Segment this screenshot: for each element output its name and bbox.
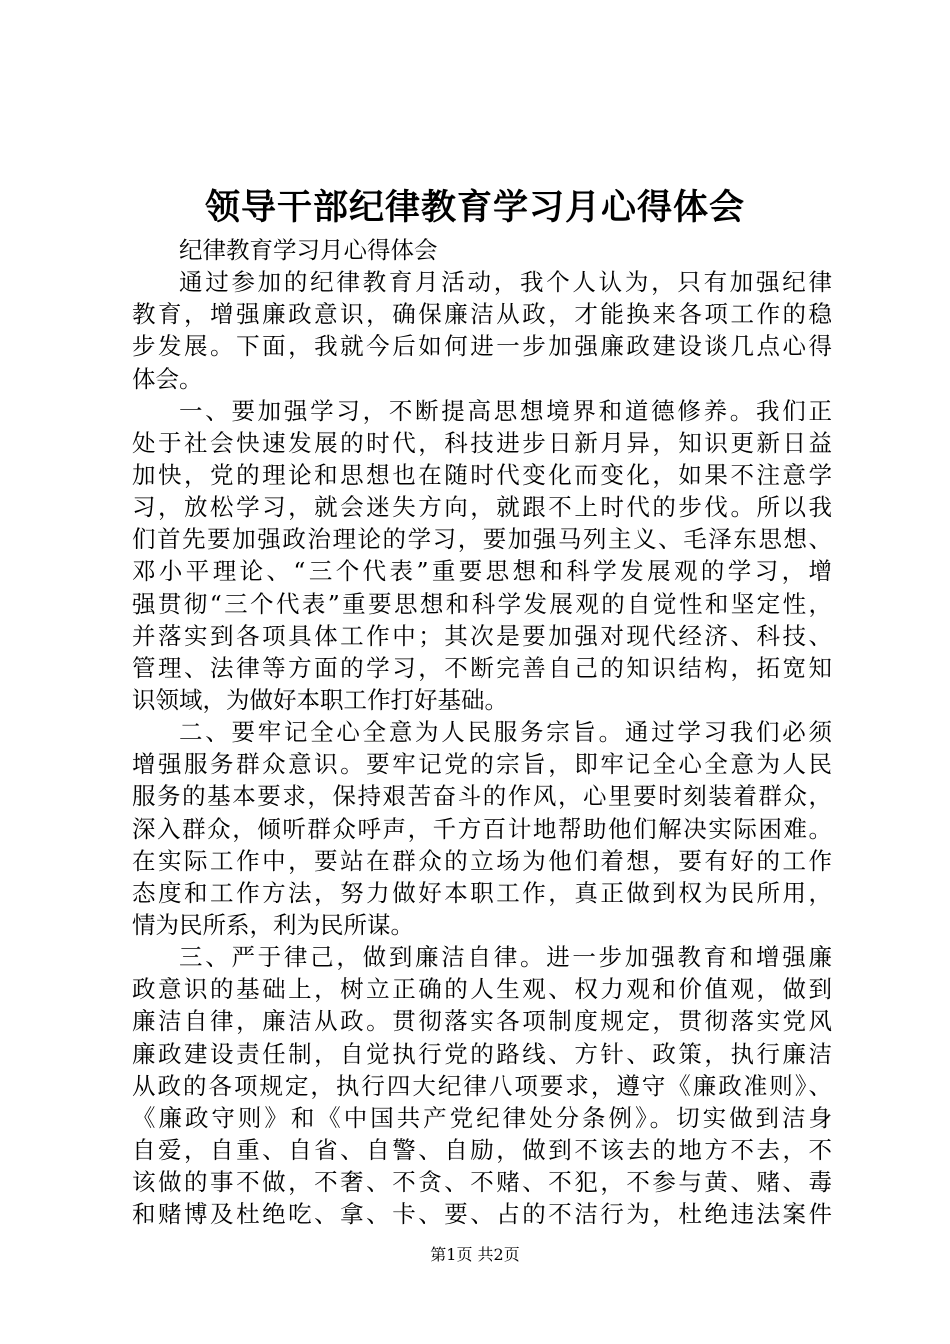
text-line: 步发展。下面，我就今后如何进一步加强廉政建设谈几点心得 — [132, 332, 832, 361]
text-line: 在实际工作中，要站在群众的立场为他们着想，要有好的工作 — [132, 846, 832, 875]
text-line: 从政的各项规定，执行四大纪律八项要求，遵守《廉政准则》、 — [132, 1071, 832, 1100]
text-line: 廉洁自律，廉洁从政。贯彻落实各项制度规定，贯彻落实党风 — [132, 1007, 832, 1036]
text-line: 通过参加的纪律教育月活动，我个人认为，只有加强纪律 — [179, 268, 832, 297]
text-line: 和赌博及杜绝吃、拿、卡、要、占的不洁行为，杜绝违法案件 — [132, 1200, 832, 1229]
text-line: 增强服务群众意识。要牢记党的宗旨，即牢记全心全意为人民 — [132, 750, 832, 779]
text-line: 体会。 — [132, 364, 203, 393]
text-line: 政意识的基础上，树立正确的人生观、权力观和价值观，做到 — [132, 975, 832, 1004]
text-line: 处于社会快速发展的时代，科技进步日新月异，知识更新日益 — [132, 428, 832, 457]
text-line: 邓小平理论、“三个代表”重要思想和科学发展观的学习，增 — [132, 557, 832, 586]
text-line: 情为民所系，利为民所谋。 — [132, 910, 414, 939]
document-body — [132, 234, 832, 1230]
text-line: 廉政建设责任制，自觉执行党的路线、方针、政策，执行廉洁 — [132, 1039, 832, 1068]
text-line: 《廉政守则》和《中国共产党纪律处分条例》。切实做到洁身 — [132, 1103, 832, 1132]
text-line: 管理、法律等方面的学习，不断完善自己的知识结构，拓宽知 — [132, 653, 832, 682]
text-line: 习，放松学习，就会迷失方向，就跟不上时代的步伐。所以我 — [132, 493, 832, 522]
text-line: 二、要牢记全心全意为人民服务宗旨。通过学习我们必须 — [179, 718, 832, 747]
text-line: 并落实到各项具体工作中；其次是要加强对现代经济、科技、 — [132, 621, 832, 650]
text-line: 识领域，为做好本职工作打好基础。 — [132, 685, 508, 714]
document-title: 领导干部纪律教育学习月心得体会 — [204, 187, 745, 228]
text-line: 自爱，自重、自省、自警、自励，做到不该去的地方不去，不 — [132, 1135, 832, 1164]
text-line: 态度和工作方法，努力做好本职工作，真正做到权为民所用， — [132, 878, 832, 907]
text-line: 深入群众，倾听群众呼声，千方百计地帮助他们解决实际困难。 — [132, 814, 832, 843]
text-line: 强贯彻“三个代表”重要思想和科学发展观的自觉性和坚定性， — [132, 589, 832, 618]
text-line: 们首先要加强政治理论的学习，要加强马列主义、毛泽东思想、 — [132, 525, 832, 554]
text-line: 三、严于律己，做到廉洁自律。进一步加强教育和增强廉 — [179, 943, 832, 972]
text-line: 加快，党的理论和思想也在随时代变化而变化，如果不注意学 — [132, 460, 832, 489]
text-line: 该做的事不做，不奢、不贪、不赌、不犯，不参与黄、赌、毒 — [132, 1168, 832, 1197]
subtitle-line: 纪律教育学习月心得体会 — [179, 236, 438, 264]
text-line: 教育，增强廉政意识，确保廉洁从政，才能换来各项工作的稳 — [132, 300, 832, 329]
text-line: 一、要加强学习，不断提高思想境界和道德修养。我们正 — [179, 396, 832, 425]
text-line: 服务的基本要求，保持艰苦奋斗的作风，心里要时刻装着群众， — [132, 782, 832, 811]
page-footer: 第1页 共2页 — [430, 1245, 520, 1264]
